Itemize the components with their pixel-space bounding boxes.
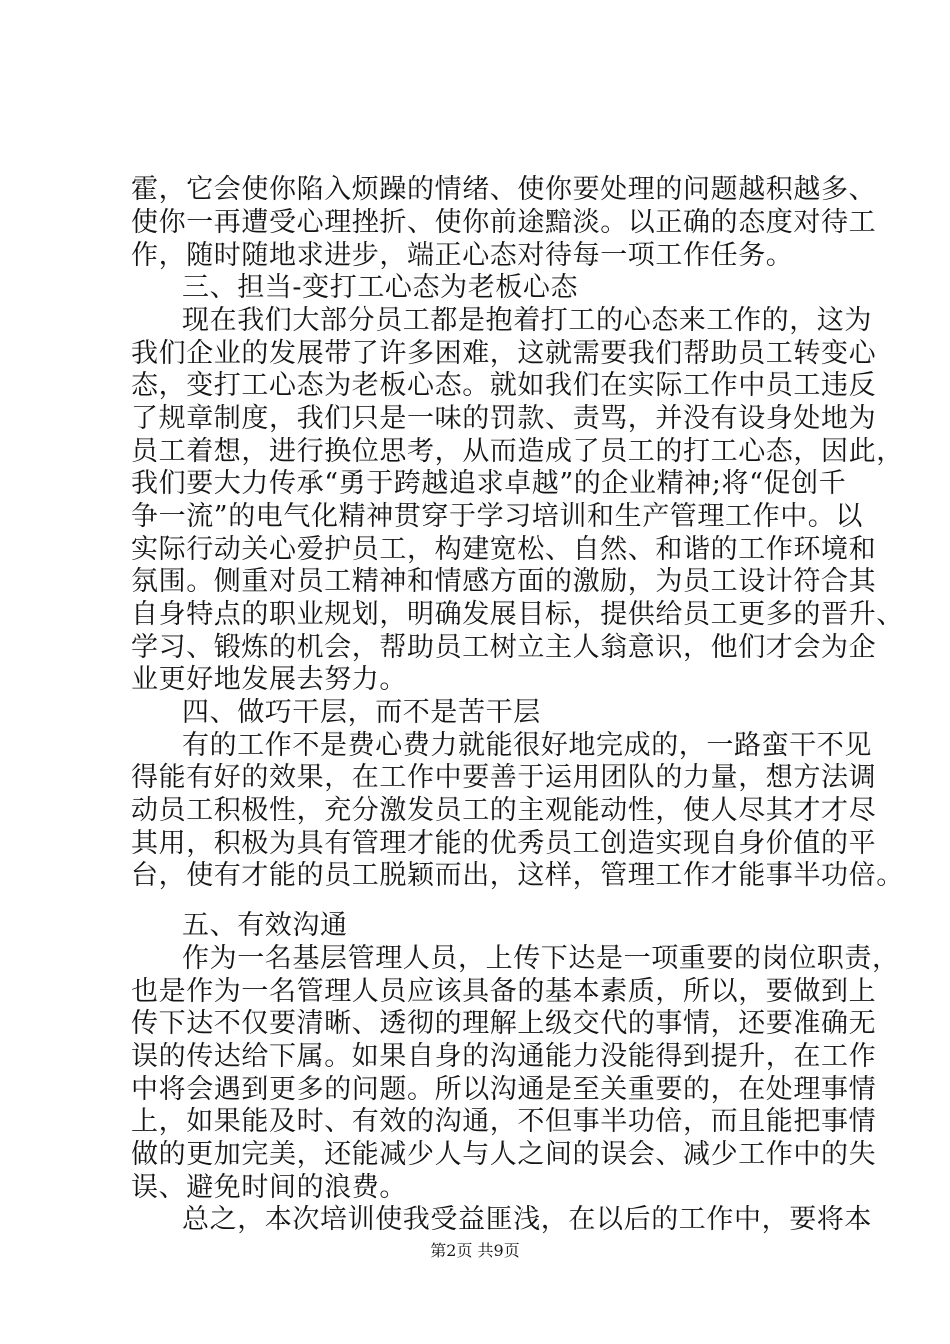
section-heading-5: 五、有效沟通: [182, 910, 348, 941]
text-line: 业更好地发展去努力。: [131, 664, 407, 695]
text-line: 作，随时随地求进步，端正心态对待每一项工作任务。: [131, 240, 794, 271]
text-line: 误的传达给下属。如果自身的沟通能力没能得到提升，在工作: [131, 1041, 877, 1072]
text-line: 有的工作不是费心费力就能很好地完成的，一路蛮干不见: [182, 730, 872, 761]
text-line: 争一流”的电气化精神贯穿于学习培训和生产管理工作中。以: [131, 501, 864, 532]
page-number-footer: 第2页 共9页: [430, 1241, 520, 1260]
text-line: 误、避免时间的浪费。: [131, 1172, 407, 1203]
text-line: 现在我们大部分员工都是抱着打工的心态来工作的，这为: [182, 305, 872, 336]
text-line: 我们企业的发展带了许多困难，这就需要我们帮助员工转变心: [131, 338, 877, 369]
text-line: 自身特点的职业规划，明确发展目标，提供给员工更多的晋升、: [131, 599, 904, 630]
text-line: 也是作为一名管理人员应该具备的基本素质，所以，要做到上: [131, 976, 877, 1007]
text-line: 台，使有才能的员工脱颖而出，这样，管理工作才能事半功倍。: [131, 860, 904, 891]
text-line: 总之，本次培训使我受益匪浅，在以后的工作中，要将本: [182, 1204, 872, 1235]
text-line: 态，变打工心态为老板心态。就如我们在实际工作中员工违反: [131, 370, 877, 401]
text-line: 做的更加完美，还能减少人与人之间的误会、减少工作中的失: [131, 1139, 877, 1170]
text-line: 实际行动关心爱护员工，构建宽松、自然、和谐的工作环境和: [131, 534, 877, 565]
section-heading-4: 四、做巧干层，而不是苦干层: [182, 697, 541, 728]
section-heading-3: 三、担当-变打工心态为老板心态: [182, 272, 579, 303]
text-line: 动员工积极性，充分激发员工的主观能动性，使人尽其才才尽: [131, 795, 877, 826]
text-line: 使你一再遭受心理挫折、使你前途黯淡。以正确的态度对待工: [131, 207, 877, 238]
text-line: 作为一名基层管理人员，上传下达是一项重要的岗位职责，: [182, 943, 900, 974]
text-line: 了规章制度，我们只是一味的罚款、责骂，并没有设身处地为: [131, 403, 877, 434]
text-line: 中将会遇到更多的问题。所以沟通是至关重要的，在处理事情: [131, 1074, 877, 1105]
text-line: 其用，积极为具有管理才能的优秀员工创造实现自身价值的平: [131, 828, 877, 859]
text-line: 传下达不仅要清晰、透彻的理解上级交代的事情，还要准确无: [131, 1008, 877, 1039]
text-line: 上，如果能及时、有效的沟通，不但事半功倍，而且能把事情: [131, 1106, 877, 1137]
text-line: 员工着想，进行换位思考，从而造成了员工的打工心态，因此，: [131, 436, 904, 467]
text-line: 学习、锻炼的机会，帮助员工树立主人翁意识，他们才会为企: [131, 632, 877, 663]
text-line: 得能有好的效果，在工作中要善于运用团队的力量，想方法调: [131, 762, 877, 793]
text-line: 氛围。侧重对员工精神和情感方面的激励，为员工设计符合其: [131, 566, 877, 597]
text-line: 霍，它会使你陷入烦躁的情绪、使你要处理的问题越积越多、: [131, 174, 877, 205]
text-line: 我们要大力传承“勇于跨越追求卓越”的企业精神;将“促创千: [131, 468, 847, 499]
